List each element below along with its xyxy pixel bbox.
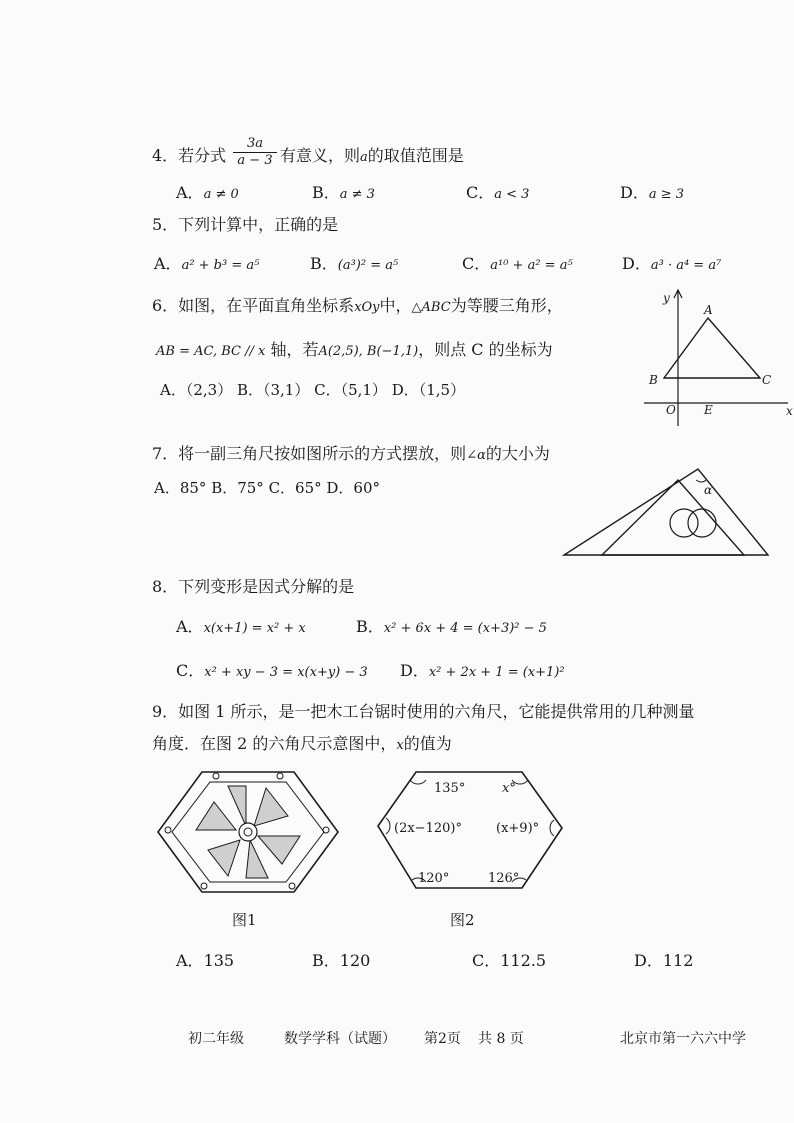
- q8-option-c-label: C．: [176, 661, 205, 680]
- q6-line2-a: AB = AC, BC // x: [156, 344, 266, 359]
- q8-option-c-text: x² + xy − 3 = x(x+y) − 3: [204, 665, 368, 680]
- q7-stem-b: ∠α: [466, 448, 486, 463]
- footer-grade: 初二年级: [188, 1031, 244, 1047]
- q9-option-d-label: D．: [634, 951, 663, 970]
- q8-option-b-label: B．: [356, 617, 384, 636]
- q4-suffix2: 的取值范围是: [367, 146, 464, 165]
- q4-option-c: [466, 183, 529, 205]
- q4-var: a: [360, 150, 368, 165]
- q4-option-d: [620, 183, 684, 205]
- q6-line2-c: A(2,5), B(−1,1): [318, 344, 419, 359]
- q8-option-d-text: x² + 2x + 1 = (x+1)²: [428, 665, 565, 680]
- q4-stem: [152, 146, 226, 166]
- blade-3: [258, 836, 300, 864]
- q9-option-b-text: 120: [339, 951, 371, 970]
- q6-line1-d: △ABC: [411, 300, 451, 315]
- q9-line2: [152, 734, 452, 756]
- q9-figure1-hexagon-ruler: [150, 764, 346, 904]
- q5-option-a-text: a² + b³ = a⁵: [181, 258, 260, 273]
- q5-option-b-label: B．: [310, 254, 338, 273]
- q6-line1-b: xOy: [354, 300, 380, 315]
- q4-stem-rest: [280, 146, 464, 168]
- angle-126: 126°: [488, 871, 520, 886]
- hole-left: [670, 509, 698, 537]
- q6-coordinate-figure: [636, 288, 794, 428]
- q5-option-c-text: a¹⁰ + a² = a⁵: [490, 258, 573, 273]
- q8-option-c: [176, 661, 368, 683]
- q8-option-d-label: D．: [400, 661, 429, 680]
- angle-120: 120°: [418, 871, 450, 886]
- q9-line2-a: 角度．在图 2 的六角尺示意图中，: [152, 734, 397, 753]
- q4-suffix: 有意义，则: [280, 146, 361, 165]
- q8-option-b: [356, 617, 547, 639]
- q6-line1-a: 6．如图，在平面直角坐标系: [152, 296, 355, 315]
- angle-135: 135°: [434, 781, 466, 796]
- q4-frac-denominator: a − 3: [237, 153, 273, 168]
- q9-option-b: [312, 951, 370, 971]
- q7-set-squares-figure: [560, 462, 774, 562]
- label-alpha: α: [704, 483, 713, 497]
- label-b: B: [649, 373, 658, 387]
- q9-option-a-label: A．: [176, 951, 204, 970]
- q9-line2-b: x: [396, 738, 404, 753]
- q9-option-a: [176, 951, 234, 971]
- q9-line2-c: 的值为: [403, 734, 452, 753]
- q5-option-d-label: D．: [622, 254, 651, 273]
- blade-1: [228, 786, 246, 826]
- label-c: C: [762, 373, 772, 387]
- q9-option-d: [634, 951, 693, 971]
- label-a: A: [704, 303, 713, 317]
- q8-option-b-text: x² + 6x + 4 = (x+3)² − 5: [383, 621, 547, 636]
- blade-2: [254, 788, 288, 826]
- q5-option-c: [462, 254, 573, 276]
- q5-stem: 5．下列计算中，正确的是: [152, 215, 339, 234]
- angle-x-plus-9: (x+9)°: [496, 821, 540, 836]
- q9-option-c: [472, 951, 546, 971]
- label-e: E: [704, 403, 713, 417]
- hole-right: [688, 509, 716, 537]
- screw-icon: [323, 827, 329, 833]
- q5-option-d: [622, 254, 721, 276]
- q7-options: A．85° B．75° C．65° D．60°: [154, 479, 381, 497]
- screw-icon: [277, 773, 283, 779]
- footer-school: 北京市第一六六中学: [620, 1031, 746, 1047]
- fig2-caption: 图2: [450, 911, 475, 929]
- q9-option-d-text: 112: [662, 951, 694, 970]
- q9-option-b-label: B．: [312, 951, 340, 970]
- q4-option-b-text: a ≠ 3: [339, 187, 375, 202]
- screw-icon: [165, 827, 171, 833]
- q5-option-a-label: A．: [154, 254, 182, 273]
- q9-option-c-label: C．: [472, 951, 501, 970]
- blade-6: [196, 802, 236, 830]
- q7-stem: [152, 444, 550, 466]
- label-x: x: [786, 404, 793, 418]
- q6-line1: [152, 296, 563, 318]
- footer-page: 第2页: [424, 1031, 461, 1047]
- label-o: O: [666, 403, 676, 417]
- q6-options: A．（2,3） B．（3,1） C．（5,1） D．（1,5）: [160, 381, 466, 399]
- q4-option-b: [312, 183, 375, 205]
- q9-figure2-hexagon-diagram: [372, 766, 568, 896]
- angle-arc: [550, 820, 554, 836]
- angle-arc: [386, 818, 390, 834]
- q9-option-c-text: 112.5: [500, 951, 547, 970]
- center-hub: [239, 823, 257, 841]
- q8-option-a-label: A．: [176, 617, 204, 636]
- footer-total: 共 8 页: [478, 1031, 524, 1047]
- q6-line1-e: 为等腰三角形，: [450, 296, 563, 315]
- blade-5: [208, 840, 240, 876]
- q5-option-d-text: a³ · a⁴ = a⁷: [650, 258, 722, 273]
- q5-option-b: [310, 254, 398, 276]
- screw-icon: [213, 773, 219, 779]
- q7-stem-a: 7．将一副三角尺按如图所示的方式摆放，则: [152, 444, 467, 463]
- fig1-caption: 图1: [232, 911, 257, 929]
- q4-option-d-label: D．: [620, 183, 649, 202]
- q9-line1: 9．如图 1 所示，是一把木工台锯时使用的六角尺，它能提供常用的几种测量: [152, 702, 695, 721]
- q4-option-d-text: a ≥ 3: [648, 187, 685, 202]
- screw-icon: [201, 883, 207, 889]
- q4-fraction: [233, 136, 277, 169]
- big-triangle: [564, 469, 768, 555]
- angle-2x-minus-120: (2x−120)°: [394, 821, 462, 836]
- q8-stem: 8．下列变形是因式分解的是: [152, 577, 355, 596]
- q4-option-c-label: C．: [466, 183, 495, 202]
- q6-line2: [156, 340, 553, 362]
- blade-4: [246, 840, 268, 878]
- q4-option-a-label: A．: [176, 183, 204, 202]
- angle-arc: [410, 780, 426, 784]
- q8-option-a: [176, 617, 306, 639]
- footer-subject: 数学学科（试题）: [284, 1031, 396, 1047]
- q6-line1-c: 中，: [379, 296, 412, 315]
- q4-prefix: 4．若分式: [152, 146, 227, 165]
- screw-icon: [289, 883, 295, 889]
- q7-stem-c: 的大小为: [485, 444, 550, 463]
- q5-option-c-label: C．: [462, 254, 491, 273]
- q4-option-c-text: a < 3: [494, 187, 530, 202]
- q9-option-a-text: 135: [203, 951, 235, 970]
- q4-option-a-text: a ≠ 0: [203, 187, 239, 202]
- q5-option-b-text: (a³)² = a⁵: [337, 258, 399, 273]
- q8-option-a-text: x(x+1) = x² + x: [203, 621, 306, 636]
- q6-line2-d: ，则点 C 的坐标为: [418, 340, 553, 359]
- label-y: y: [663, 291, 670, 305]
- q4-frac-numerator: 3a: [233, 136, 277, 153]
- q8-option-d: [400, 661, 565, 683]
- angle-arc: [696, 480, 706, 482]
- angle-x: x°: [502, 781, 516, 796]
- q4-option-b-label: B．: [312, 183, 340, 202]
- q5-option-a: [154, 254, 259, 276]
- q6-line2-b: 轴，若: [270, 340, 319, 359]
- q4-option-a: [176, 183, 239, 205]
